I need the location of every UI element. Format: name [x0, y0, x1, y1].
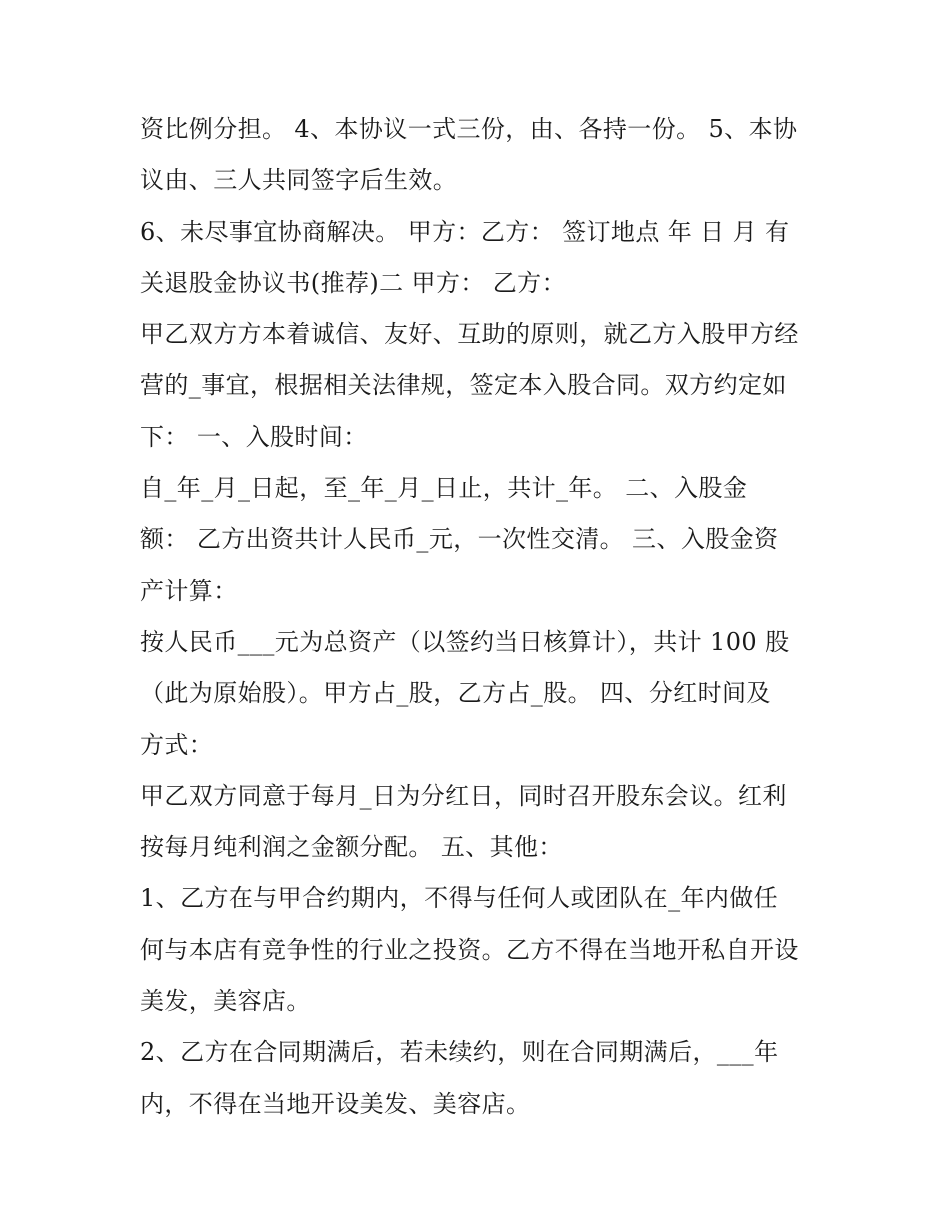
text-line: 下： 一、入股时间：	[140, 422, 368, 451]
text-line: 何与本店有竞争性的行业之投资。乙方不得在当地开私自开设	[140, 935, 799, 964]
text-line: 甲乙双方方本着诚信、友好、互助的原则，就乙方入股甲方经	[140, 320, 799, 349]
document-body	[140, 104, 840, 1130]
text-line: 产计算：	[140, 576, 238, 605]
text-line: （此为原始股）。甲方占_股，乙方占_股。 四、分红时间及	[140, 679, 771, 708]
text-line: 自_年_月_日起，至_年_月_日止，共计_年。 二、入股金	[140, 474, 748, 503]
text-line: 内，不得在当地开设美发、美容店。	[140, 1089, 531, 1118]
text-line: 按每月纯利润之金额分配。 五、其他：	[140, 833, 563, 862]
text-line: 2、乙方在合同期满后，若未续约，则在合同期满后，___年	[140, 1038, 779, 1067]
text-line: 6、未尽事宜协商解决。 甲方：乙方： 签订地点 年 日 月 有	[140, 217, 790, 246]
text-line: 关退股金协议书(推荐)二 甲方： 乙方：	[140, 268, 566, 297]
text-line: 额： 乙方出资共计人民币_元，一次性交清。 三、入股金资	[140, 525, 779, 554]
text-line: 议由、三人共同签字后生效。	[140, 166, 458, 195]
text-line: 1、乙方在与甲合约期内，不得与任何人或团队在_年内做任	[140, 884, 779, 913]
text-line: 资比例分担。 4、本协议一式三份，由、各持一份。 5、本协	[140, 115, 798, 143]
text-line: 营的_事宜，根据相关法律规，签定本入股合同。双方约定如	[140, 371, 787, 400]
text-line: 方式：	[140, 730, 214, 759]
text-line: 按人民币___元为总资产（以签约当日核算计），共计 100 股	[140, 627, 790, 656]
text-line: 美发，美容店。	[140, 987, 311, 1016]
text-line: 甲乙双方同意于每月_日为分红日，同时召开股东会议。红利	[140, 781, 787, 810]
